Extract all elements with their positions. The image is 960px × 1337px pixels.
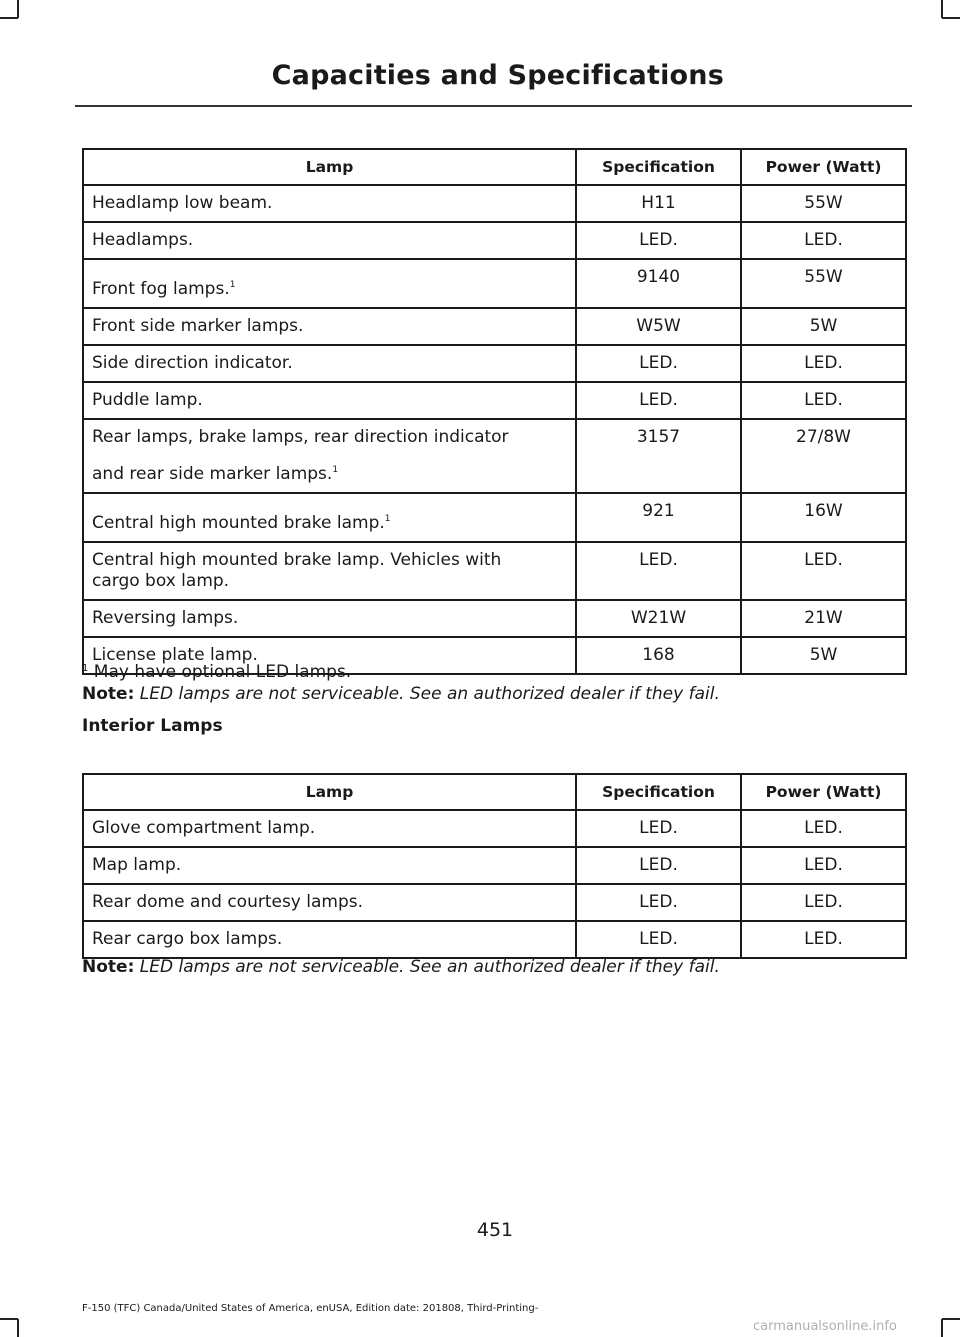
spec-cell: 921 (576, 493, 741, 542)
table-row (83, 921, 906, 958)
crop-mark (0, 17, 18, 19)
table-row (83, 185, 906, 222)
note-label: Note: (82, 957, 135, 977)
spec-cell: LED. (576, 847, 741, 884)
column-header-lamp: Lamp (83, 149, 576, 185)
note-text: LED lamps are not serviceable. See an authorized dealer if they fail. (139, 684, 720, 704)
lamp-cell: Front fog lamps.$^1$ (83, 259, 576, 308)
table-header-row (83, 774, 906, 810)
crop-mark (942, 17, 960, 19)
crop-mark (17, 1319, 19, 1337)
spec-cell: 168 (576, 637, 741, 674)
table-row (83, 308, 906, 345)
table-row (83, 542, 906, 600)
footnote-marker: 1 (384, 514, 391, 524)
power-cell: 5W (741, 637, 906, 674)
spec-cell: LED. (576, 345, 741, 382)
watermark: carmanualsonline.info (753, 1319, 897, 1334)
lamp-cell: Headlamps. (83, 222, 576, 259)
spec-cell: LED. (576, 921, 741, 958)
footnote (82, 662, 351, 682)
note-label: Note: (82, 684, 135, 704)
spec-cell: 9140 (576, 259, 741, 308)
lamp-cell: Rear dome and courtesy lamps. (83, 884, 576, 921)
lamp-cell: Central high mounted brake lamp.$^1$ (83, 493, 576, 542)
power-cell: 5W (741, 308, 906, 345)
table-row (83, 884, 906, 921)
column-header-lamp: Lamp (83, 774, 576, 810)
spec-cell: LED. (576, 884, 741, 921)
column-header-power: Power (Watt) (741, 149, 906, 185)
column-header-specification: Specification (576, 774, 741, 810)
lamp-cell: Front side marker lamps. (83, 308, 576, 345)
spec-cell: 3157 (576, 419, 741, 493)
power-cell: LED. (741, 542, 906, 600)
power-cell: LED. (741, 884, 906, 921)
table-row (83, 345, 906, 382)
lamp-cell: Headlamp low beam. (83, 185, 576, 222)
power-cell: LED. (741, 345, 906, 382)
crop-mark (941, 0, 943, 18)
table-row (83, 222, 906, 259)
power-cell: 55W (741, 185, 906, 222)
table-row (83, 810, 906, 847)
lamp-cell: Side direction indicator. (83, 345, 576, 382)
lamp-cell: Central high mounted brake lamp. Vehicles with cargo box lamp. (83, 542, 576, 600)
spec-cell: W21W (576, 600, 741, 637)
spec-cell: LED. (576, 810, 741, 847)
power-cell: LED. (741, 810, 906, 847)
table-row (83, 382, 906, 419)
spec-cell: W5W (576, 308, 741, 345)
note (82, 684, 720, 704)
spec-cell: LED. (576, 382, 741, 419)
power-cell: 55W (741, 259, 906, 308)
spec-cell: LED. (576, 222, 741, 259)
footnote-marker: 1 (229, 280, 236, 290)
power-cell: LED. (741, 222, 906, 259)
lamp-cell: Map lamp. (83, 847, 576, 884)
lamp-cell: Puddle lamp. (83, 382, 576, 419)
lamp-cell: Glove compartment lamp. (83, 810, 576, 847)
power-cell: 27/8W (741, 419, 906, 493)
table-header-row (83, 149, 906, 185)
footnote-text: May have optional LED lamps. (93, 662, 352, 682)
power-cell: LED. (741, 847, 906, 884)
page-number: 451 (476, 1219, 514, 1241)
column-header-power: Power (Watt) (741, 774, 906, 810)
power-cell: LED. (741, 382, 906, 419)
lamp-cell: License plate lamp. (83, 637, 576, 674)
table-row (83, 419, 906, 493)
note-text: LED lamps are not serviceable. See an authorized dealer if they fail. (139, 957, 720, 977)
power-cell: LED. (741, 921, 906, 958)
spec-cell: LED. (576, 542, 741, 600)
crop-mark (942, 1318, 960, 1320)
interior-lamps-table (82, 773, 907, 959)
exterior-lamps-table (82, 148, 907, 675)
crop-mark (0, 1318, 18, 1320)
lamp-cell: Rear cargo box lamps. (83, 921, 576, 958)
table-row (83, 600, 906, 637)
table-row (83, 493, 906, 542)
title-divider (75, 105, 912, 107)
section-heading-interior-lamps: Interior Lamps (82, 716, 223, 736)
crop-mark (17, 0, 19, 18)
column-header-specification: Specification (576, 149, 741, 185)
table-row (83, 847, 906, 884)
lamp-cell: Rear lamps, brake lamps, rear direction indicator and rear side marker lamps.$^1$ (83, 419, 576, 493)
footnote-marker: 1 (82, 663, 89, 674)
table-row (83, 259, 906, 308)
note (82, 957, 720, 977)
footnote-marker: 1 (332, 465, 339, 475)
power-cell: 16W (741, 493, 906, 542)
lamp-cell: Reversing lamps. (83, 600, 576, 637)
page-title: Capacities and Specifications (271, 60, 724, 91)
crop-mark (941, 1319, 943, 1337)
power-cell: 21W (741, 600, 906, 637)
footer-edition-text: F-150 (TFC) Canada/United States of America, enUSA, Edition date: 201808, Third-Printing- (82, 1303, 539, 1314)
spec-cell: H11 (576, 185, 741, 222)
